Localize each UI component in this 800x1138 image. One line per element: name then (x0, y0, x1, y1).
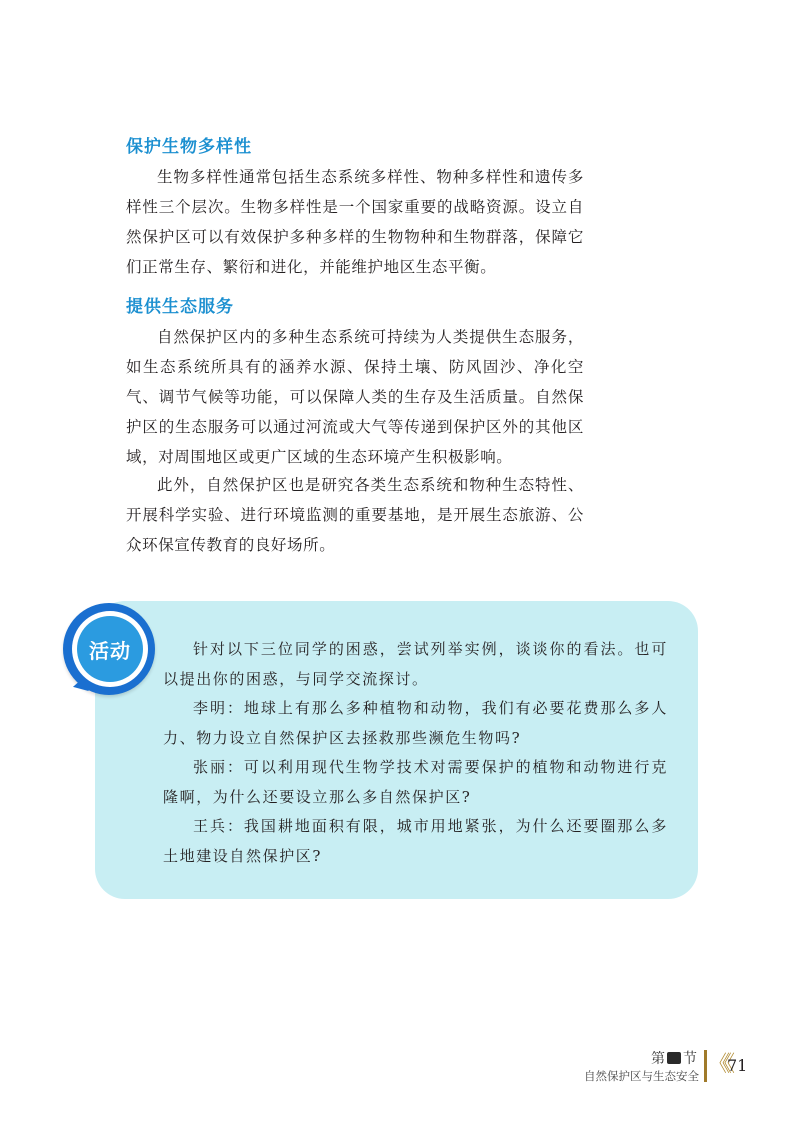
footer-section-label (651, 1048, 697, 1068)
activity-question-liming: 李明：地球上有那么多种植物和动物，我们有必要花费那么多人力、物力设立自然保护区去拯救那些濒危生物吗? (163, 699, 668, 747)
section-suffix: 节 (683, 1051, 697, 1067)
section-number-box (667, 1052, 681, 1064)
section-prefix: 第 (651, 1051, 665, 1067)
section-heading-eco-services: 提供生态服务 (126, 297, 234, 317)
activity-question-zhangli: 张丽：可以利用现代生物学技术对需要保护的植物和动物进行克隆啊，为什么还要设立那么多自然保护区? (163, 758, 668, 806)
footer-section-title: 自然保护区与生态安全 (584, 1069, 699, 1083)
footer-chevron-icon: 《《 (708, 1052, 730, 1077)
badge-core (77, 616, 143, 682)
page-number: 71 (727, 1056, 748, 1075)
activity-question-wangbing: 王兵：我国耕地面积有限，城市用地紧张，为什么还要圈那么多土地建设自然保护区? (163, 817, 668, 865)
section-heading-biodiversity: 保护生物多样性 (126, 137, 252, 157)
paragraph-research-base: 此外，自然保护区也是研究各类生态系统和物种生态特性、开展科学实验、进行环境监测的重要基地，是开展生态旅游、公众环保宣传教育的良好场所。 (126, 476, 584, 554)
paragraph-biodiversity: 生物多样性通常包括生态系统多样性、物种多样性和遗传多样性三个层次。生物多样性是一个国家重要的战略资源。设立自然保护区可以有效保护多种多样的生物物种和生物群落，保障它们正常生存、繁衍和进化，并能维护地区生态平衡。 (126, 168, 584, 276)
footer-divider (704, 1050, 707, 1082)
activity-badge-label: 活动 (89, 638, 131, 663)
paragraph-eco-services: 自然保护区内的多种生态系统可持续为人类提供生态服务，如生态系统所具有的涵养水源、保持土壤、防风固沙、净化空气、调节气候等功能，可以保障人类的生存及生活质量。自然保护区的生态服务可以通过河流或大气等传递到保护区外的其他区域，对周围地区或更广区域的生态环境产生积极影响。 (126, 328, 584, 466)
activity-intro: 针对以下三位同学的困惑，尝试列举实例，谈谈你的看法。也可以提出你的困惑，与同学交流探讨。 (163, 640, 668, 688)
